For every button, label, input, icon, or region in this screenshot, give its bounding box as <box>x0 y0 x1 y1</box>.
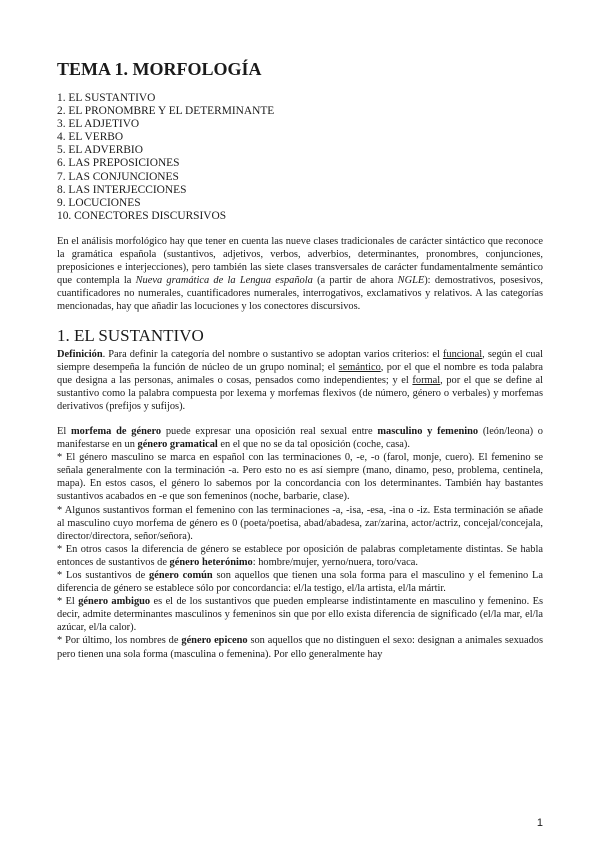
masculine-paragraph: * El género masculino se marca en español con las terminaciones 0, -e, -o (farol, monje, cuero). El femenino se señala generalmente con la terminación -a. Pero esto no es así siempre (mano, dinamo, peso, problema, centinela, mapa). En estos casos, el género lo sabemos por la concordancia con los determinantes. También hay bastantes sustantivos acabados en -e que son femeninos (noche, barbarie, clase). <box>57 452 543 503</box>
toc-item: 9. LOCUCIONES <box>57 196 141 209</box>
section-heading: 1. EL SUSTANTIVO <box>57 325 204 345</box>
toc-item: 3. EL ADJETIVO <box>57 118 140 131</box>
gender-paragraph: El morfema de género puede expresar una oposición real sexual entre masculino y femenino (león/leona) o manifestarse en un género gramatical en el que no se da tal oposición (coche, casa). <box>57 425 543 451</box>
toc-item: 7. LAS CONJUNCIONES <box>57 170 179 183</box>
definition-paragraph: Definición. Para definir la categoría del nombre o sustantivo se adoptan varios criterios: el funcional, según el cual siempre desempeña la función de núcleo de un grupo nominal; el semántico, por el que el nombre es toda palabra que designa a las personas, animales o cosas, pensados como independientes; y el formal, por el que se define al sustantivo como la palabra compuesta por lexema y morfemas flexivos (de número, género o verbales) y morfemas derivativos (prefijos y sufijos). <box>57 348 543 412</box>
common-gender-paragraph: * Los sustantivos de género común son aquellos que tienen una sola forma para el masculino y el femenino La diferencia de género se establece sólo por concordancia: el/la testigo, el/la artista, el/la mártir. <box>57 570 543 595</box>
abbreviation: NGLE <box>397 275 425 287</box>
epicene-gender-paragraph: * Por último, los nombres de género epiceno son aquellos que no distinguen el sexo: designan a animales sexuados pero tienen una sola forma (masculina o femenina). Por ello generalmente hay <box>57 635 544 660</box>
toc-item: 6. LAS PREPOSICIONES <box>57 157 180 170</box>
intro-paragraph: En el análisis morfológico hay que tener en cuenta las nueve clases tradicionales de carácter sintáctico que reconoce la gramática española (sustantivos, adjetivos, verbos, adverbios, determinantes, pronombres, conjunciones, preposiciones e interjecciones), pero también las siete clases transversales de carácter fundamentalmente semántico que contempla la Nueva gramática de la Lengua española (a partir de ahora NGLE): demostrativos, posesivos, cuantificadores no numerales, cuantificadores numerales, interrogativos, exclamativos y relativos. A las categorías mencionadas, hay que añadir las locuciones y los conectores discursivos. <box>57 235 543 313</box>
toc-item: 2. EL PRONOMBRE Y EL DETERMINANTE <box>57 105 275 118</box>
toc-item: 5. EL ADVERBIO <box>57 144 143 157</box>
table-of-contents <box>57 92 543 223</box>
toc-item: 8. LAS INTERJECCIONES <box>57 183 187 196</box>
toc-item: 4. EL VERBO <box>57 131 124 144</box>
page-number: 1 <box>536 817 543 829</box>
toc-item: 10. CONECTORES DISCURSIVOS <box>57 209 227 222</box>
heteronym-paragraph: * En otros casos la diferencia de género se establece por oposición de palabras completamente distintas. Se habla entonces de sustantivos de género heterónimo: hombre/mujer, yerno/nuera, toro/vaca. <box>57 543 543 568</box>
ambiguous-gender-paragraph: * El género ambiguo es el de los sustantivos que pueden emplearse indistintamente en masculino y femenino. Es decir, admite determinantes masculinos y femeninos sin que por ello exista diferencia de significado (el/la mar, el/la azúcar, el/la calor). <box>57 596 544 634</box>
document-title: TEMA 1. MORFOLOGÍA <box>57 59 262 79</box>
book-title: Nueva gramática de la Lengua española <box>135 275 313 287</box>
document-page <box>57 58 543 661</box>
toc-item: 1. EL SUSTANTIVO <box>57 92 156 104</box>
feminine-paragraph: * Algunos sustantivos forman el femenino con las terminaciones -a, -isa, -esa, -ina o -iz. Esta terminación se añade al masculino cuyo morfema de género es 0 (poeta/poetisa, abad/abadesa, zar/zarina, actor/actriz, concejal/concejala, director/directora, señor/señora). <box>57 504 543 542</box>
